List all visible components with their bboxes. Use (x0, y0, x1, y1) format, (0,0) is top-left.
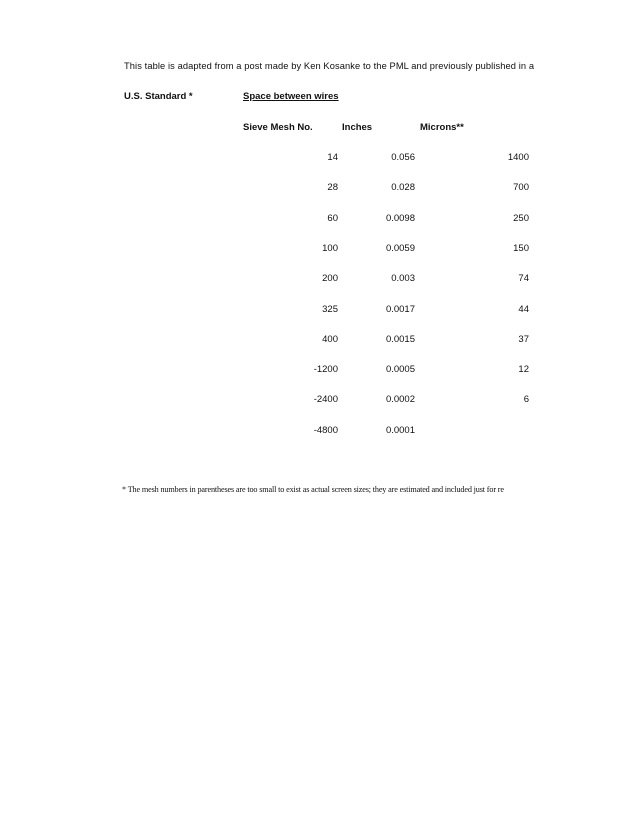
cell-mesh: 28 (327, 182, 338, 194)
cell-mesh: 325 (322, 303, 338, 315)
cell-microns: 37 (518, 333, 529, 345)
intro-text: This table is adapted from a post made by Ken Kosanke to the PML and previously published in a (124, 61, 535, 71)
cell-microns: 6 (523, 394, 529, 406)
cell-mesh: 14 (327, 152, 338, 163)
cell-mesh: -2400 (313, 394, 338, 406)
cell-inches: 0.0001 (385, 424, 415, 436)
cell-inches: 0.0017 (385, 303, 415, 315)
cell-microns: 1400 (507, 152, 529, 163)
cell-microns: 74 (518, 273, 529, 285)
cell-inches: 0.056 (391, 152, 415, 163)
cell-mesh: -4800 (313, 424, 338, 436)
cell-inches: 0.028 (391, 182, 415, 194)
cell-inches: 0.0098 (385, 212, 415, 224)
cell-inches: 0.0015 (385, 333, 415, 345)
cell-mesh: 400 (322, 333, 338, 345)
header-us-standard: U.S. Standard * (124, 91, 193, 102)
cell-microns: 250 (513, 212, 529, 224)
cell-microns: 44 (518, 303, 529, 315)
header-space-between-wires: Space between wires (243, 91, 339, 102)
cell-inches: 0.003 (391, 273, 415, 285)
header-microns: Microns** (420, 122, 464, 133)
cell-inches: 0.0002 (385, 394, 415, 406)
header-sieve-mesh-no: Sieve Mesh No. (243, 122, 313, 133)
cell-microns: 12 (518, 364, 529, 376)
cell-inches: 0.0005 (385, 364, 415, 376)
cell-inches: 0.0059 (385, 242, 415, 254)
cell-microns: 150 (513, 242, 529, 254)
cell-mesh: 60 (327, 212, 338, 224)
footnote: * The mesh numbers in parentheses are too small to exist as actual screen sizes; they are estimated and included just for re (122, 485, 504, 494)
cell-mesh: -1200 (313, 364, 338, 376)
cell-microns: 700 (513, 182, 529, 194)
cell-mesh: 100 (322, 242, 338, 254)
header-inches: Inches (342, 122, 373, 133)
cell-mesh: 200 (322, 273, 338, 285)
